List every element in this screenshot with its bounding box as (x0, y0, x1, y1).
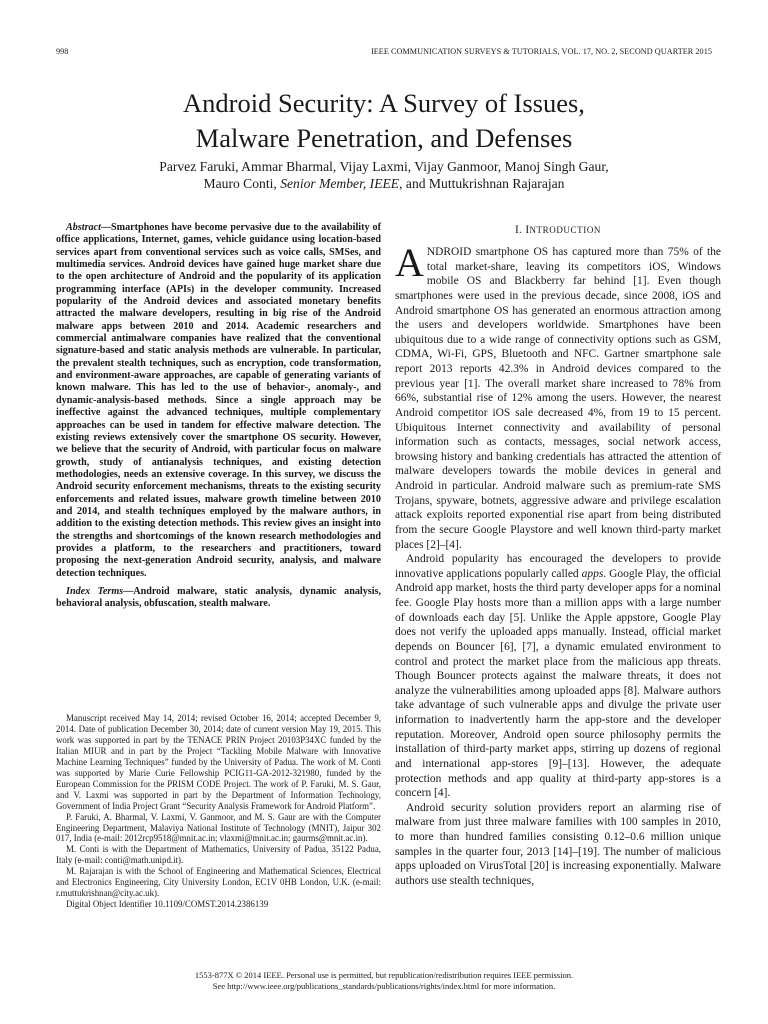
authors-line-2-a: Mauro Conti, (203, 176, 281, 191)
section-numeral: I. I (514, 224, 530, 236)
abstract-text: —Smartphones have become pervasive due to the availability of office applications, Internet, games, vehicle guidance using location-based services apart from conventional services such as voice calls, SMSes, and multimedia services. Android devices have gained huge market share due to the open architecture of Android and the popularity of its application programming interface (APIs) in the developer community. Increased popularity of the Android devices and associated monetary benefits attracted the malware developers, resulting in big rise of the Android malware apps between 2010 and 2014. Academic researchers and commercial antimalware companies have realized that the conventional signature-based and static analysis methods are vulnerable. In particular, the prevalent stealth techniques, such as encryption, code transformation, and environment-aware approaches, are capable of generating variants of known malware. This has led to the use of behavior-, anomaly-, and dynamic-analysis-based methods. Since a single approach may be ineffective against the advanced techniques, multiple complementary approaches can be used in tandem for effective malware detection. The existing reviews extensively cover the smartphone OS security. However, we believe that the security of Android, with particular focus on malware growth, study of antianalysis techniques, and existing detection methodologies, needs an extensive coverage. In this survey, we discuss the Android security enforcement mechanisms, threats to the existing security enforcements and related issues, malware growth timeline between 2010 and 2014, and stealth techniques employed by the malware authors, in addition to the existing detection methods. This review gives an insight into the strengths and shortcomings of the known research methodologies and provides a platform, to the researchers and practitioners, toward proposing the next-generation Android security, analysis, and malware detection techniques. (56, 222, 381, 579)
page-number: 998 (56, 47, 69, 56)
section-name: NTRODUCTION (529, 225, 602, 235)
author-role: Senior Member, IEEE (280, 176, 400, 191)
intro-p2-text-b: . Google Play, the official Android app market, hosts the third party developer apps for a nominal fee. Google Play hosts more than a million apps with a large number of downloads each day [5]. Unlike the Apple appstore, Google Play does not verify the uploaded apps manually. Instead, official market depends on Bouncer [6], [7], a dynamic emulated environment to control and protect the market place from the malicious app threats. Though Bouncer protects against the malware threats, it does not analyze the vulnerabilities among uploaded apps [8]. Malware authors take advantage of such vulnerable apps and divulge the private user information to inadvertently harm the app-store and the developer reputation. Moreover, Android open source philosophy permits the installation of third-party market apps, stirring up dozens of regional and international app-stores [9]–[13]. However, the adequate protection methods and app quality at third-party app-stores is a concern [4]. (395, 567, 721, 800)
index-terms (56, 586, 381, 611)
copyright-notice (56, 970, 712, 992)
index-terms-text: —Android malware, static analysis, dynamic analysis, behavioral analysis, obfuscation, stealth malware. (56, 585, 381, 610)
authors-line-2 (40, 175, 728, 192)
intro-paragraph-2 (395, 552, 721, 801)
footnote-doi: Digital Object Identifier 10.1109/COMST.2014.2386139 (66, 899, 269, 910)
section-heading (395, 224, 721, 236)
abstract-label: Abstract (66, 222, 101, 233)
journal-header: IEEE COMMUNICATION SURVEYS & TUTORIALS, VOL. 17, NO. 2, SECOND QUARTER 2015 (370, 47, 712, 56)
paper-title (40, 86, 728, 156)
left-column (56, 222, 381, 611)
index-terms-label: Index Terms (66, 585, 124, 597)
running-header (56, 47, 712, 59)
footnote-affiliation-city: M. Rajarajan is with the School of Engineering and Mathematical Sciences, Electrical and Electronics Engineering, City University London, EC1V 0HB London, U.K. (e-mail: r.muttukrishnan@city.ac.uk). (56, 866, 381, 899)
authors-line-1: Parvez Faruki, Ammar Bharmal, Vijay Laxmi, Vijay Ganmoor, Manoj Singh Gaur, (159, 159, 609, 174)
footnote-affiliation-padua: M. Conti is with the Department of Mathematics, University of Padua, 35122 Padua, Italy (e-mail: conti@math.unipd.it). (56, 844, 381, 866)
authors-line-2-b: , and Muttukrishnan Rajarajan (399, 176, 565, 191)
copyright-line-1: 1553-877X © 2014 IEEE. Personal use is permitted, but republication/redistribution requires IEEE permission. (194, 970, 574, 980)
abstract (56, 222, 381, 580)
intro-paragraph-3: Android security solution providers report an alarming rise of malware from just three malware families with 100 samples in 2010, to more than hundred families consisting 0.12–0.6 million unique samples in the quarter four, 2013 [14]–[19]. The number of malicious apps uploaded on VirusTotal [20] is increasing exponentially. Malware authors use stealth techniques, (395, 801, 721, 887)
title-line-1: Android Security: A Survey of Issues, (183, 88, 585, 118)
footnotes (56, 713, 381, 910)
intro-p1-text: NDROID smartphone OS has captured more than 75% of the total market-share, leaving its competitors iOS, Windows mobile OS and Blackberry far behind [1]. Even though smartphones were used in the previous decade, since 2008, iOS and Android smartphone OS has generated an enormous attraction among the users and developers worldwide. Smartphones have been ubiquitous due to a wide range of connectivity options such as GSM, CDMA, Wi-Fi, GPS, Bluetooth and NFC. Gartner smartphone sale report 2013 reports 42.3% in Android devices compared to the previous year [1]. The overall market share increased to 78% from 66%, substantial rise of 12% among the users. However, the nearest Android competitor iOS sale decreased 4%, from 19 to 15 percent. Ubiquitous Internet connectivity and availability of personal information such as contacts, messages, social network access, browsing history and banking credentials has attracted the attention of malware developers towards the mobile devices in general and Android in particular. Android malware such as premium-rate SMS Trojans, spyware, botnets, aggressive adware and privilege escalation attack exploits reported exponential rise apart from being distributed from the secure Google Playstore and well known third-party market places [2]–[4]. (395, 246, 721, 551)
footnote-affiliation-mnit: P. Faruki, A. Bharmal, V. Laxmi, V. Ganmoor, and M. S. Gaur are with the Computer Engineering Department, Malaviya National Institute of Technology (MNIT), Jaipur 302 017, India (e-mail: 2012rcp9518@mnit.ac.in; vlaxmi@mnit.ac.in; gaurms@mnit.ac.in). (56, 811, 381, 844)
author-list (40, 158, 728, 192)
intro-paragraph-1 (395, 240, 721, 552)
footnote-manuscript: Manuscript received May 14, 2014; revised October 16, 2014; accepted December 9, 2014. Date of publication December 30, 2014; date of current version May 19, 2015. This work was supported in part by the TENACE PRIN Project 20103P34XC funded by the Italian MIUR and in part by the Project “Tackling Mobile Malware with Innovative Machine Learning Techniques” funded by the University of Padua. The work of M. Conti was supported by Marie Curie Fellowship PCIG11-GA-2012-321980, funded by the European Commission for the PRISM CODE Project. The work of P. Faruki, M. S. Gaur, and V. Laxmi was supported in part by the Department of Information Technology, Government of India Project Grant “Security Analysis Framework for Android Platform”. (56, 713, 381, 811)
intro-p2-text-a: Android popularity has encouraged the developers to provide innovative applications popularly called (395, 553, 721, 580)
copyright-line-2: See http://www.ieee.org/publications_standards/publications/rights/index.html for more information. (212, 981, 556, 991)
title-line-2: Malware Penetration, and Defenses (195, 123, 573, 153)
introduction-body (395, 240, 721, 889)
drop-cap: A (395, 240, 424, 285)
intro-p2-emphasis: apps (581, 567, 604, 580)
right-column (395, 222, 721, 889)
